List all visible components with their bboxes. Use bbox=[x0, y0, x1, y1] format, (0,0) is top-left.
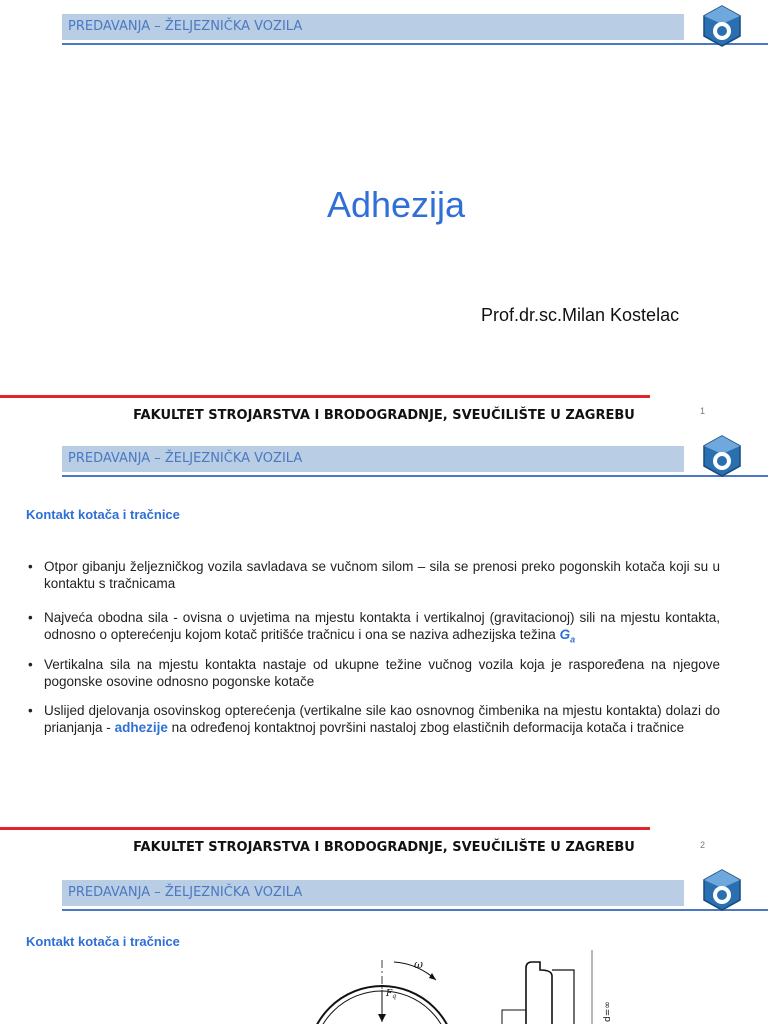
header-title: PREDAVANJA – ŽELJEZNIČKA VOZILA bbox=[68, 19, 303, 34]
bullet-dot: • bbox=[28, 703, 33, 718]
header-band bbox=[62, 14, 684, 40]
bullet-body: Najveća obodna sila - ovisna o uvjetima na mjestu kontakta i vertikalnoj (gravitacionoj) sili na mjestu kontakta, odnosno o opterećenju kojom kotač pritišće tračnicu i ona se naziva adhezijska težina bbox=[44, 610, 720, 642]
slide-1 bbox=[0, 0, 768, 432]
header-band bbox=[62, 446, 684, 472]
slide-title: Adhezija bbox=[326, 184, 466, 225]
page-number: 2 bbox=[700, 840, 706, 850]
author-name: Prof.dr.sc.Milan Kostelac bbox=[481, 305, 680, 325]
slide-2 bbox=[0, 432, 768, 868]
rail-profile bbox=[526, 962, 552, 1024]
force-label: $F_q$ bbox=[386, 989, 397, 1000]
faculty-logo-icon bbox=[700, 868, 744, 912]
bullet-text: Otpor gibanju željezničkog vozila savladava se vučnom silom – sila se prenosi preko pogonskih kotača koji su u kontaktu s tračnicama bbox=[44, 559, 720, 591]
faculty-logo-icon bbox=[700, 4, 744, 48]
adhesion-weight-symbol: $G_a$ bbox=[559, 627, 576, 645]
bullet-dot: • bbox=[28, 610, 33, 625]
footer-red-rule bbox=[0, 827, 650, 830]
footer-institution: FAKULTET STROJARSTVA I BRODOGRADNJE, SVEUČILIŠTE U ZAGREBU bbox=[133, 840, 635, 855]
footer-red-rule bbox=[0, 395, 650, 398]
header-rule bbox=[62, 43, 768, 45]
header-title: PREDAVANJA – ŽELJEZNIČKA VOZILA bbox=[68, 885, 303, 900]
slide-3 bbox=[0, 868, 768, 1024]
footer-institution: FAKULTET STROJARSTVA I BRODOGRADNJE, SVEUČILIŠTE U ZAGREBU bbox=[133, 408, 635, 423]
header-band bbox=[62, 880, 684, 906]
bullet-text: Uslijed djelovanja osovinskog opterećenja (vertikalne sile kao osnovnog čimbenika na mjestu kontakta) dolazi do prianjanja - adhezije na određenoj kontaktnoj površini nastaloj zbog elastičnih deformacija kotača i tračnice bbox=[44, 703, 720, 735]
bullet-dot: • bbox=[28, 559, 33, 574]
radius-label: d=∞ bbox=[603, 1001, 613, 1022]
faculty-logo-icon bbox=[700, 434, 744, 478]
bullet-dot: • bbox=[28, 657, 33, 672]
page-number: 1 bbox=[700, 406, 706, 416]
bullet-text bbox=[44, 609, 720, 649]
section-title: Kontakt kotača i tračnice bbox=[26, 507, 180, 522]
header-rule bbox=[62, 475, 768, 477]
header-title: PREDAVANJA – ŽELJEZNIČKA VOZILA bbox=[68, 451, 303, 466]
adhesion-highlight: adhezije bbox=[114, 720, 168, 735]
header-rule bbox=[62, 909, 768, 911]
omega-label: ω bbox=[414, 958, 423, 971]
section-title: Kontakt kotača i tračnice bbox=[26, 934, 180, 949]
bullet-text: Vertikalna sila na mjestu kontakta nastaje od ukupne težine vučnog vozila koja je raspoređena na njegove pogonske osovine odnosno pogonske kotače bbox=[44, 657, 720, 689]
wheel-rail-diagram bbox=[290, 940, 630, 1024]
